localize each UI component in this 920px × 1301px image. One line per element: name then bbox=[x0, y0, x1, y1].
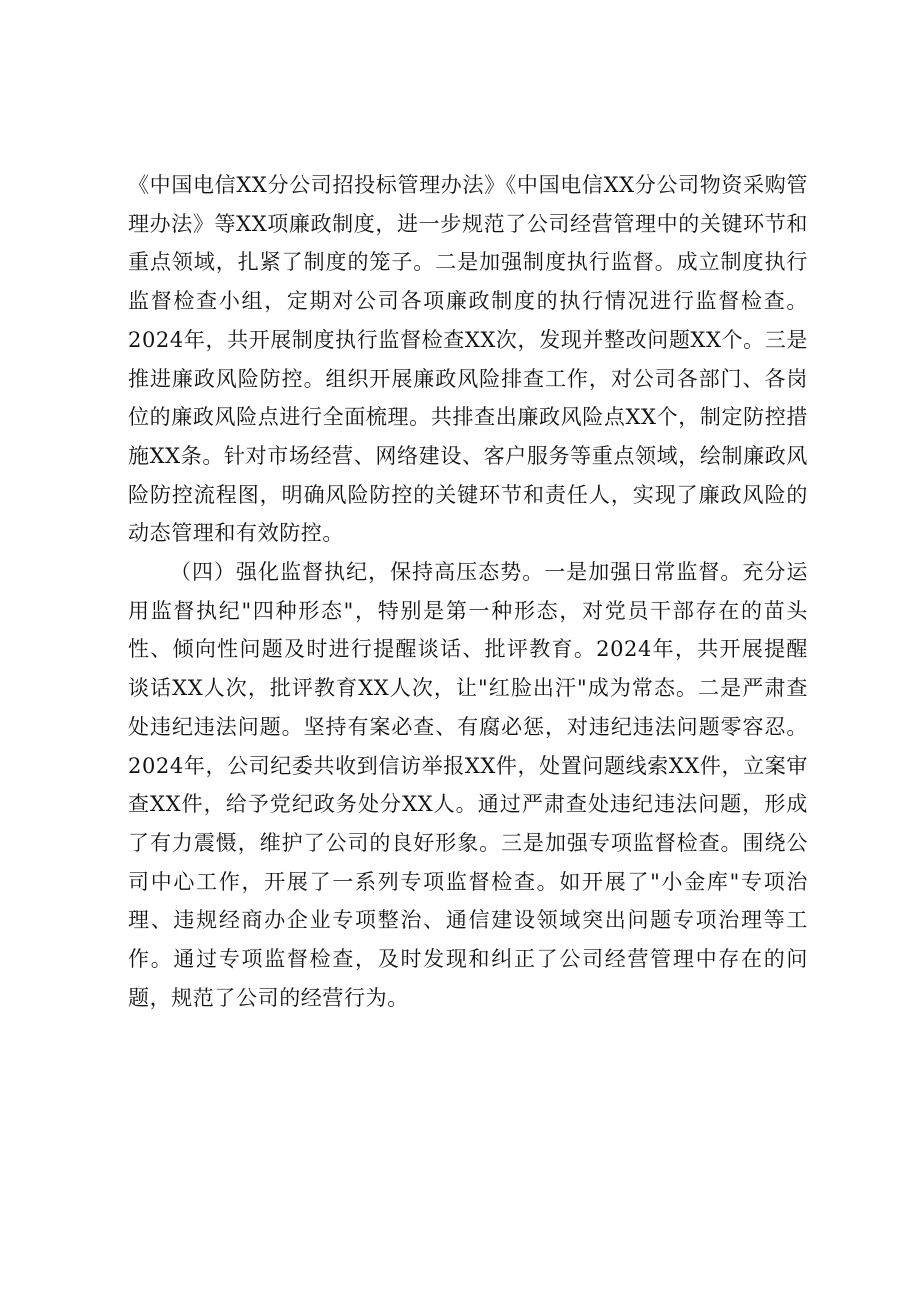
document-body bbox=[128, 166, 808, 1017]
paragraph-section-four: （四）强化监督执纪，保持高压态势。一是加强日常监督。充分运用监督执纪"四种形态"，特别是第一种形态，对党员干部存在的苗头性、倾向性问题及时进行提醒谈话、批评教育。2024年，共开展提醒谈话XX人次，批评教育XX人次，让"红脸出汗"成为常态。二是严肃查处违纪违法问题。坚持有案必查、有腐必惩，对违纪违法问题零容忍。2024年，公司纪委共收到信访举报XX件，处置问题线索XX件，立案审查XX件，给予党纪政务处分XX人。通过严肃查处违纪违法问题，形成了有力震慑，维护了公司的良好形象。三是加强专项监督检查。围绕公司中心工作，开展了一系列专项监督检查。如开展了"小金库"专项治理、违规经商办企业专项整治、通信建设领域突出问题专项治理等工作。通过专项监督检查，及时发现和纠正了公司经营管理中存在的问题，规范了公司的经营行为。 bbox=[128, 560, 808, 1010]
paragraph-continuation: 《中国电信XX分公司招投标管理办法》《中国电信XX分公司物资采购管理办法》等XX项廉政制度，进一步规范了公司经营管理中的关键环节和重点领域，扎紧了制度的笼子。二是加强制度执行监督。成立制度执行监督检查小组，定期对公司各项廉政制度的执行情况进行监督检查。2024年，共开展制度执行监督检查XX次，发现并整改问题XX个。三是推进廉政风险防控。组织开展廉政风险排查工作，对公司各部门、各岗位的廉政风险点进行全面梳理。共排查出廉政风险点XX个，制定防控措施XX条。针对市场经营、网络建设、客户服务等重点领域，绘制廉政风险防控流程图，明确风险防控的关键环节和责任人，实现了廉政风险的动态管理和有效防控。 bbox=[128, 173, 808, 546]
